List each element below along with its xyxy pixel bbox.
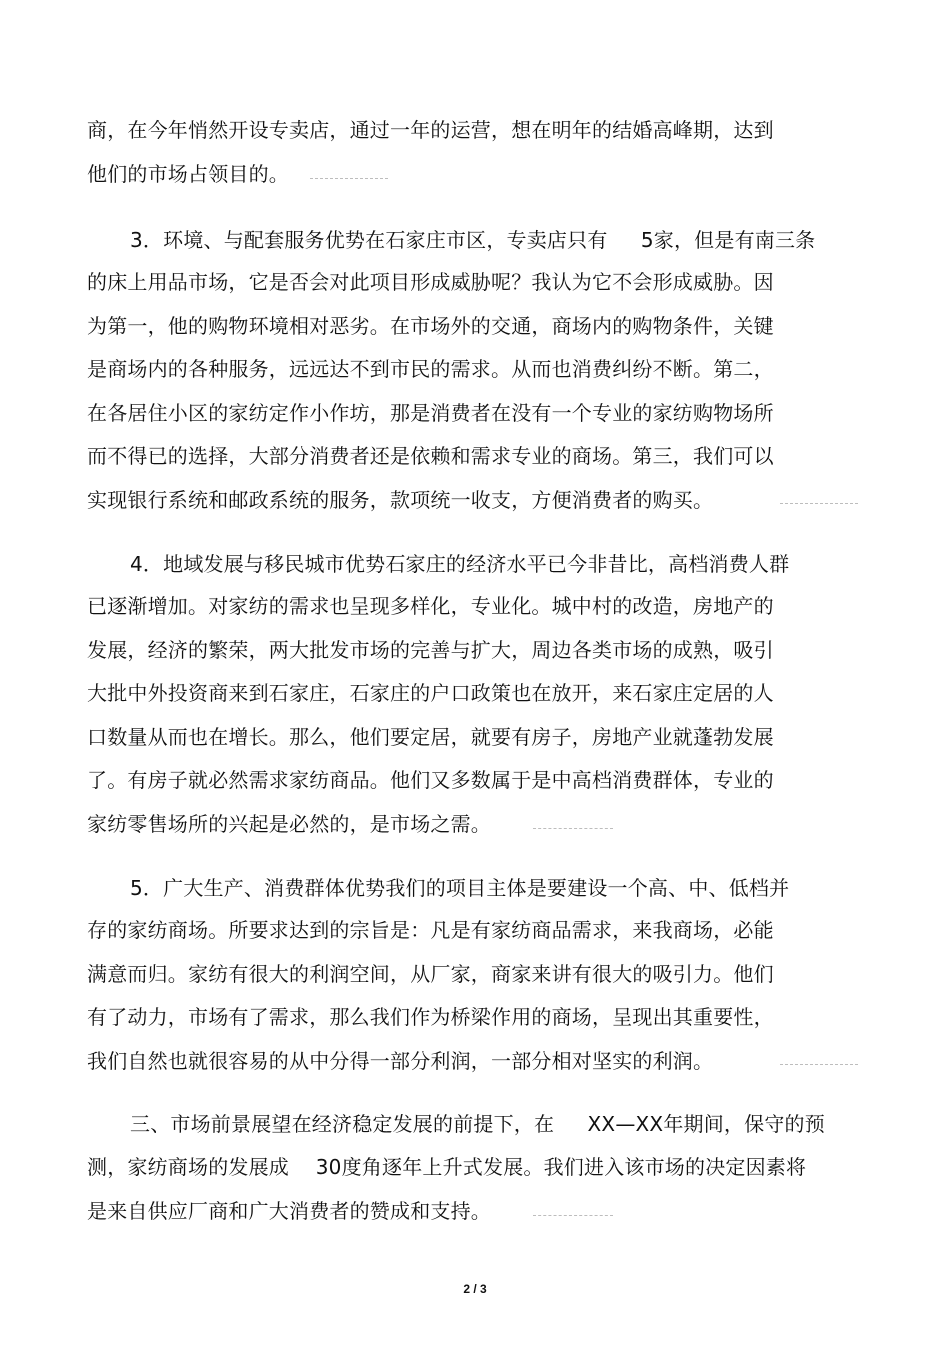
text-line: 已逐渐增加。对家纺的需求也呈现多样化，专业化。城中村的改造，房地产的 bbox=[87, 594, 774, 618]
text-line: 测，家纺商场的发展成 30度角逐年上升式发展。我们进入该市场的决定因素将 bbox=[87, 1155, 807, 1179]
dashed-rule bbox=[310, 178, 388, 179]
text-line: 发展，经济的繁荣，两大批发市场的完善与扩大，周边各类市场的成熟，吸引 bbox=[87, 638, 774, 662]
text-line: 口数量从而也在增长。那么，他们要定居，就要有房子，房地产业就蓬勃发展 bbox=[87, 725, 774, 749]
text-line: 存的家纺商场。所要求达到的宗旨是：凡是有家纺商品需求，来我商场，必能 bbox=[87, 918, 774, 942]
dashed-rule bbox=[780, 1064, 858, 1065]
text-line: 满意而归。家纺有很大的利润空间，从厂家，商家来讲有很大的吸引力。他们 bbox=[87, 962, 774, 986]
text-line: 为第一，他的购物环境相对恶劣。在市场外的交通，商场内的购物条件，关键 bbox=[87, 314, 774, 338]
text-line: 的床上用品市场，它是否会对此项目形成威胁呢？我认为它不会形成威胁。因 bbox=[87, 270, 774, 294]
dashed-rule bbox=[533, 828, 613, 829]
text-line: 实现银行系统和邮政系统的服务，款项统一收支，方便消费者的购买。 bbox=[87, 488, 714, 512]
text-line: 而不得已的选择，大部分消费者还是依赖和需求专业的商场。第三，我们可以 bbox=[87, 444, 774, 468]
text-line: 我们自然也就很容易的从中分得一部分利润，一部分相对坚实的利润。 bbox=[87, 1049, 714, 1073]
text-line: 在各居住小区的家纺定作小作坊，那是消费者在没有一个专业的家纺购物场所 bbox=[87, 401, 774, 425]
text-line: 是来自供应厂商和广大消费者的赞成和支持。 bbox=[87, 1199, 491, 1223]
text-line: 5．广大生产、消费群体优势我们的项目主体是要建设一个高、中、低档并 bbox=[130, 876, 790, 900]
text-line: 了。有房子就必然需求家纺商品。他们又多数属于是中高档消费群体，专业的 bbox=[87, 768, 774, 792]
text-line: 他们的市场占领目的。 bbox=[87, 162, 289, 186]
text-line: 大批中外投资商来到石家庄，石家庄的户口政策也在放开，来石家庄定居的人 bbox=[87, 681, 774, 705]
page-number: 2 / 3 bbox=[463, 1282, 487, 1296]
text-line: 三、市场前景展望在经济稳定发展的前提下，在 XX—XX年期间，保守的预 bbox=[130, 1112, 825, 1136]
text-line: 家纺零售场所的兴起是必然的，是市场之需。 bbox=[87, 812, 491, 836]
text-line: 4．地域发展与移民城市优势石家庄的经济水平已今非昔比，高档消费人群 bbox=[130, 552, 790, 576]
text-line: 3．环境、与配套服务优势在石家庄市区，专卖店只有 5家，但是有南三条 bbox=[130, 228, 816, 252]
dashed-rule bbox=[533, 1215, 613, 1216]
text-line: 商，在今年悄然开设专卖店，通过一年的运营，想在明年的结婚高峰期，达到 bbox=[87, 118, 774, 142]
text-line: 有了动力，市场有了需求，那么我们作为桥梁作用的商场，呈现出其重要性， bbox=[87, 1005, 774, 1029]
text-line: 是商场内的各种服务，远远达不到市民的需求。从而也消费纠纷不断。第二， bbox=[87, 357, 774, 381]
dashed-rule bbox=[780, 503, 858, 504]
